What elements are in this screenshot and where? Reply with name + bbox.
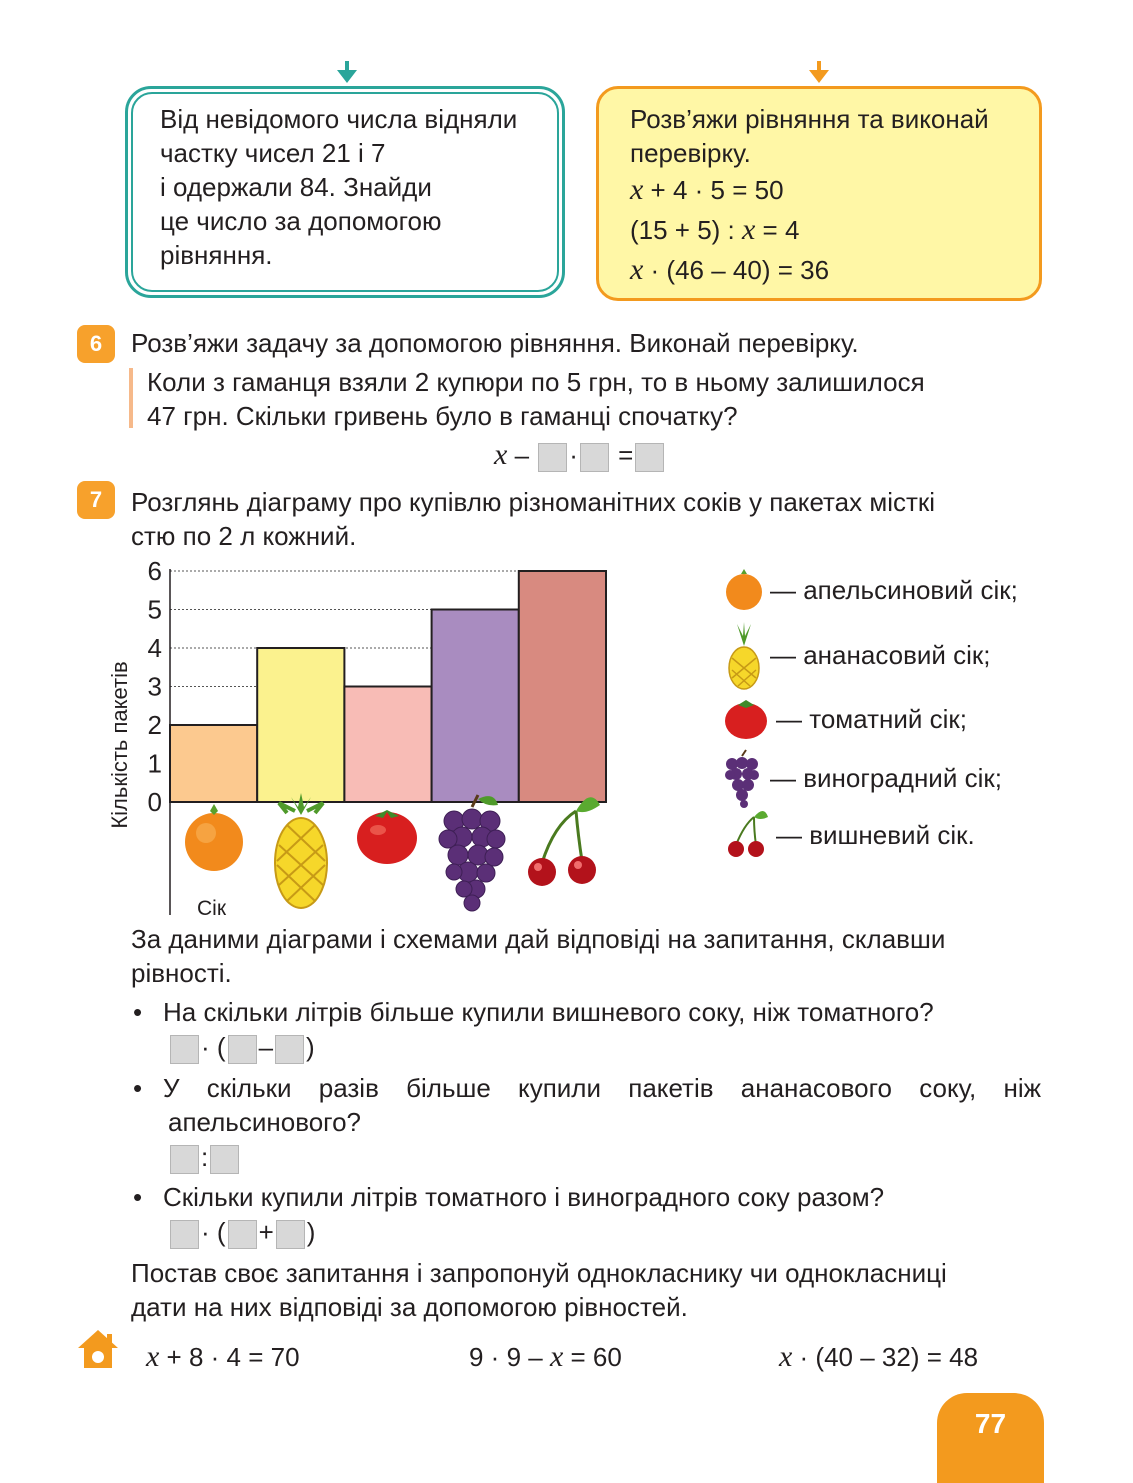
variable-x: x	[494, 438, 508, 471]
task6-quote-bar	[129, 368, 133, 428]
answer-box[interactable]	[170, 1220, 199, 1249]
scheme-sign: +	[258, 1217, 274, 1247]
teal-arrow-stem	[345, 61, 349, 71]
equation-text: + 8 · 4 = 70	[159, 1342, 300, 1372]
problem-card-left-text	[160, 102, 517, 272]
grapes-icon	[439, 795, 505, 911]
bar-5	[519, 571, 606, 802]
page-number: 77	[937, 1393, 1044, 1483]
y-tick-label: 5	[147, 594, 162, 625]
equation-1	[630, 170, 989, 210]
pineapple-icon	[722, 620, 766, 690]
orange-arrow-stem	[817, 61, 821, 71]
legend-item-cherry	[722, 810, 1052, 860]
y-tick-label: 3	[147, 671, 162, 702]
scheme-sign: (	[216, 1217, 226, 1247]
answer-box[interactable]	[635, 443, 664, 472]
task6-heading: Розв’яжи задачу за допомогою рівняння. Виконай перевірку.	[131, 328, 859, 358]
answer-box[interactable]	[170, 1145, 199, 1174]
cherry-icon	[722, 811, 770, 859]
answer-scheme	[168, 1214, 1043, 1250]
equation-2	[630, 210, 989, 250]
homework-equation-2	[469, 1338, 622, 1376]
card-left-line: це число за допомогою	[160, 206, 442, 236]
orange-icon	[185, 804, 243, 871]
variable-x: x	[779, 1340, 793, 1373]
question-text: апельсинового?	[168, 1107, 362, 1137]
variable-x: x	[146, 1340, 160, 1373]
card-left-line: Від невідомого числа відняли	[160, 104, 518, 134]
answer-box[interactable]	[275, 1035, 304, 1064]
home-icon	[77, 1328, 119, 1370]
grapes-icon	[722, 748, 762, 808]
problem-card-right-text	[630, 102, 989, 290]
legend-item-grapes	[722, 748, 1052, 808]
answer-box[interactable]	[276, 1220, 305, 1249]
pineapple-icon	[275, 793, 327, 908]
homework-equation-1	[146, 1338, 300, 1376]
bar-4	[432, 610, 519, 803]
question-1	[133, 995, 1043, 1065]
equation-text: + 4 · 5 = 50	[643, 175, 784, 205]
variable-x: x	[549, 1340, 564, 1373]
variable-x: x	[630, 173, 644, 206]
card-right-line: Розв’яжи рівняння та виконай	[630, 104, 989, 134]
equation-text: = 4	[755, 215, 800, 245]
question-3	[133, 1180, 1043, 1250]
task7-instructions-line: рівності.	[131, 958, 232, 988]
task-number-7: 7	[77, 481, 115, 519]
teal-arrow-icon	[337, 70, 357, 83]
task7-heading	[131, 485, 1043, 553]
scheme-sign: –	[258, 1032, 274, 1062]
card-right-line: перевірку.	[630, 138, 751, 168]
legend-label: — вишневий сік.	[776, 819, 975, 850]
legend-label: — ананасовий сік;	[770, 639, 991, 670]
answer-box[interactable]	[228, 1220, 257, 1249]
answer-box[interactable]	[210, 1145, 239, 1174]
cherry-icon	[528, 797, 600, 886]
task-number-6: 6	[77, 325, 115, 363]
task7-heading-line: стю по 2 л кожний.	[131, 521, 357, 551]
chart-legend	[722, 566, 1052, 860]
y-tick-label: 4	[147, 633, 162, 663]
variable-x: x	[630, 253, 644, 286]
minus-sign: –	[514, 440, 530, 470]
final-line: дати на них відповіді за допомогою рівностей.	[131, 1292, 688, 1322]
orange-icon	[722, 568, 766, 612]
task6-equation-scheme	[494, 436, 666, 474]
question-text: У скільки разів більше купили пакетів ананасового соку, ніж	[163, 1073, 1041, 1103]
scheme-sign: (	[216, 1032, 226, 1062]
y-tick-label: 0	[147, 787, 162, 817]
y-tick-label: 6	[147, 556, 162, 586]
equation-text: · (40 – 32) = 48	[792, 1342, 979, 1372]
task7-instructions	[131, 922, 1043, 990]
final-line: Постав своє запитання і запропонуй однокласнику чи однокласниці	[131, 1258, 947, 1288]
card-left-line: і одержали 84. Знайди	[160, 172, 432, 202]
legend-item-pineapple	[722, 620, 1052, 690]
card-left-line: частку чисел 21 і 7	[160, 138, 386, 168]
legend-item-tomato	[722, 694, 1052, 744]
equation-text: = 60	[563, 1342, 622, 1372]
answer-box[interactable]	[170, 1035, 199, 1064]
y-tick-label: 2	[147, 710, 162, 740]
scheme-sign: )	[306, 1032, 315, 1062]
answer-box[interactable]	[228, 1035, 257, 1064]
answer-scheme	[168, 1139, 1043, 1175]
tomato-icon	[722, 697, 770, 741]
variable-x: x	[742, 213, 756, 246]
answer-box[interactable]	[580, 443, 609, 472]
bullet: •	[133, 1182, 143, 1212]
legend-label: — апельсиновий сік;	[770, 574, 1018, 605]
equation-text: (15 + 5) :	[630, 215, 742, 245]
legend-item-orange	[722, 566, 1052, 614]
bullet: •	[133, 1073, 143, 1103]
tomato-icon	[357, 810, 417, 864]
bar-1	[170, 725, 257, 802]
x-axis-label: Сік	[197, 897, 227, 920]
equals-sign: =	[618, 440, 634, 470]
answer-box[interactable]	[538, 443, 567, 472]
bar-3	[344, 687, 431, 803]
scheme-sign: ·	[201, 1032, 210, 1062]
juice-bar-chart	[100, 555, 630, 925]
task6-text	[147, 365, 1043, 433]
y-axis-label: Кількість пакетів	[107, 661, 132, 829]
task7-instructions-line: За даними діаграми і схемами дай відповіді на запитання, склавши	[131, 924, 946, 954]
task7-heading-line: Розглянь діаграму про купівлю різноманітних соків у пакетах місткі	[131, 487, 936, 517]
y-tick-label: 1	[147, 748, 162, 779]
equation-3	[630, 250, 989, 290]
question-2	[133, 1071, 1043, 1175]
question-text: Скільки купили літрів томатного і виноградного соку разом?	[163, 1182, 885, 1212]
scheme-sign: )	[306, 1217, 316, 1247]
legend-label: — томатний сік;	[776, 703, 967, 734]
answer-scheme	[168, 1029, 1043, 1065]
bullet: •	[133, 997, 143, 1027]
equation-text: · (46 – 40) = 36	[643, 255, 830, 285]
legend-label: — виноградний сік;	[770, 762, 1002, 793]
equation-text: 9 · 9 –	[469, 1342, 550, 1372]
scheme-sign: :	[201, 1142, 209, 1172]
task6-text-line: 47 грн. Скільки гривень було в гаманці спочатку?	[147, 401, 738, 431]
task7-final-paragraph	[131, 1256, 1043, 1324]
bar-2	[257, 648, 344, 802]
orange-arrow-icon	[809, 70, 829, 83]
dot-sign: ·	[569, 440, 578, 470]
scheme-sign: ·	[201, 1217, 210, 1247]
card-left-line: рівняння.	[160, 240, 273, 270]
question-text: На скільки літрів більше купили вишневого соку, ніж томатного?	[163, 997, 934, 1027]
task6-text-line: Коли з гаманця взяли 2 купюри по 5 грн, то в ньому залишилося	[147, 367, 925, 397]
homework-equation-3	[779, 1338, 978, 1376]
